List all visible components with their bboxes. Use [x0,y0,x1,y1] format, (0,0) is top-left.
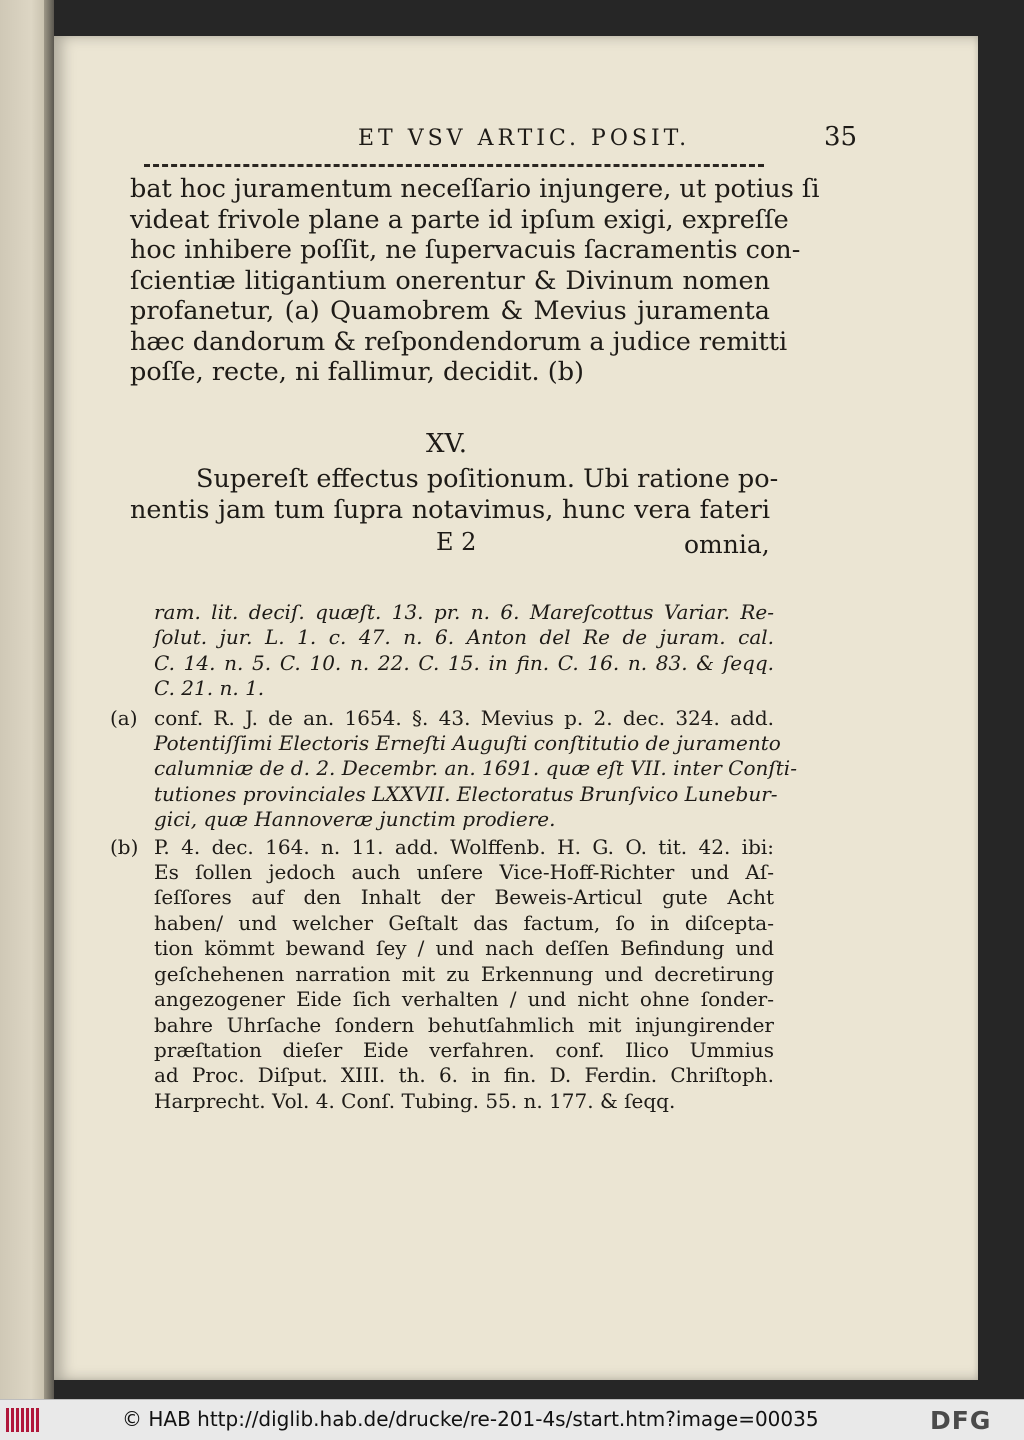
note-line: geſchehenen narration mit zu Erkennung und decretirung [154,961,774,986]
section-number: XV. [426,429,468,459]
note-line: Es ſollen jedoch auch unſere Vice-Hoff-Richter und Aſ- [154,860,774,885]
note-line: tion kömmt bewand ſey / und nach deſſen Befindung und [154,936,774,961]
running-head [134,122,858,166]
footnote-label: (b) [110,834,139,859]
header-rule [144,164,764,171]
hab-barcode-logo-icon[interactable] [6,1408,40,1432]
note-line: Harprecht. Vol. 4. Conſ. Tubing. 55. n. 177. & ſeqq. [154,1088,676,1113]
footnote-a [110,705,797,833]
text-line: poſſe, recte, ni fallimur, decidit. (b) [130,357,584,387]
note-line: ram. lit. deciſ. quæſt. 13. pr. n. 6. Mareſcottus Variar. Re- [154,600,774,624]
main-paragraph [130,174,820,388]
note-line: gici, quæ Hannoveræ junctim prodiere. [154,807,556,832]
note-line: ad Proc. Diſput. XIII. th. 6. in fin. D. Ferdin. Chriſtoph. [154,1063,774,1088]
section-paragraph [130,464,779,526]
note-line: C. 14. n. 5. C. 10. n. 22. C. 15. in fin. C. 16. n. 83. & ſeqq. [154,650,774,675]
gutter-shadow [44,0,54,1399]
note-line: angezogener Eide ſich verhalten / und nicht ohne ſonder- [154,987,774,1012]
note-line: ſeſſores auf den Inhalt der Beweis-Articul gute Acht [154,885,774,910]
dfg-logo[interactable]: DFG [930,1406,992,1435]
note-line: P. 4. dec. 164. n. 11. add. Wolffenb. H. G. O. tit. 42. ibi: [154,834,774,859]
text-line: nentis jam tum ſupra notavimus, hunc vera fateri [130,495,770,525]
text-line: profanetur, (a) Quamobrem & Mevius juramenta [130,296,770,326]
note-line: ſolut. jur. L. 1. c. 47. n. 6. Anton del Re de juram. cal. [154,625,774,650]
note-line: conf. R. J. de an. 1654. §. 43. Mevius p. 2. dec. 324. add. [154,705,774,730]
text-line: hoc inhibere poſſit, ne ſupervacuis ſacramentis con- [130,235,801,265]
text-line: hæc dandorum & reſpondendorum a judice remitti [130,326,788,357]
footnote-b [110,834,774,1114]
note-line: calumniæ de d. 2. Decembr. an. 1691. quæ eſt VII. inter Conſti- [154,756,797,781]
note-line: bahre Uhrſache ſondern behutſahmlich mit injungirender [154,1012,774,1037]
footnotes [110,600,797,1114]
page-number: 35 [824,122,858,152]
footnote-label: (a) [110,705,138,730]
note-line: præſtation dieſer Eide verfahren. conf. Ilico Ummius [154,1037,774,1062]
text-line: videat frivole plane a parte id ipſum exigi, expreſſe [130,204,789,235]
text-line: ſcientiæ litigantium onerentur & Divinum nomen [130,265,770,296]
note-line: C. 21. n. 1. [154,676,265,701]
note-line: haben/ und welcher Geſtalt das factum, ſo in diſcepta- [154,910,774,935]
permalink[interactable]: © HAB http://diglib.hab.de/drucke/re-201-4s/start.htm?image=00035 [122,1407,819,1431]
note-line: Potentiſſimi Electoris Erneſti Auguſti conſtitutio de juramento [154,731,781,756]
text-line: bat hoc juramentum neceſſario injungere, ut potius ſi [130,174,820,204]
book-page [54,36,978,1380]
note-line: tutiones provinciales LXXVII. Electoratus Brunſvico Lunebur- [154,781,778,806]
footnote-continuation [154,600,774,702]
signature-mark: E 2 [436,528,477,556]
running-title: ET VSV ARTIC. POSIT. [358,126,691,151]
text-line: Supereſt effectus poſitionum. Ubi ratione po- [196,464,779,494]
catchword: omnia, [684,530,770,559]
viewer-footer [0,1399,1024,1440]
